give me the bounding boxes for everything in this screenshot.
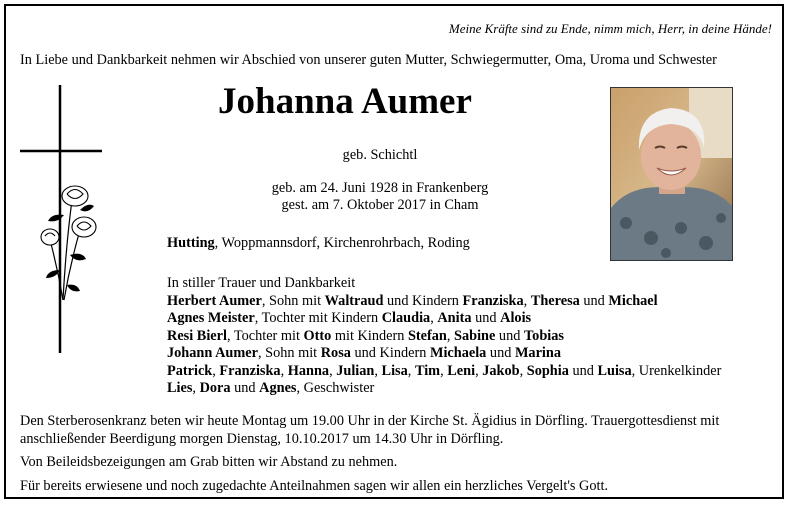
mourner-name: Franziska [462,292,524,309]
portrait-photo [610,87,733,261]
mourners-block [167,275,721,398]
mourner-name: Tim [414,362,441,379]
mourner-name: Anita [437,310,472,326]
mourner-text: und [471,310,501,326]
cross-with-roses-icon [20,85,130,360]
mourner-name: Lisa [381,362,408,379]
mourner-text: und Kindern [350,345,430,361]
mourner-text: , [329,362,337,379]
mourner-name: Luisa [597,362,632,379]
mourner-name: Waltraud [324,292,384,309]
mourner-text: und [495,327,524,344]
mourner-text: , [440,362,448,379]
birth-name: geb. Schichtl [342,147,418,163]
mourner-line [167,363,721,381]
mourner-name: Sophia [526,362,569,379]
mourner-text: , Tochter mit Kindern [254,310,382,326]
mourner-name: Tobias [523,327,564,344]
mourner-name: Julian [336,362,375,379]
mourner-name: Agnes Meister [167,310,255,326]
mourner-text: , [407,362,415,379]
mourner-name: Marina [514,345,561,361]
mourner-text: , [430,310,438,326]
places-bold: Hutting [167,235,215,251]
mourner-name: Leni [447,362,476,379]
mourning-heading: In stiller Trauer und Dankbarkeit [167,275,356,291]
mourner-text: , [280,362,288,379]
places-line [167,235,470,252]
mourner-name: Sabine [454,327,496,344]
mourner-name: Hanna [287,362,330,379]
thanks-note: Für bereits erwiesene und noch zugedachte Anteilnahmen sagen wir allen ein herzliches Vergelt's Gott. [20,477,609,494]
mourner-name: Resi Bierl [167,327,227,344]
mourner-text: , Geschwister [296,380,375,396]
condolence-note: Von Beileidsbezeigungen am Grab bitten wir Abstand zu nehmen. [20,454,398,470]
mourner-name: Johann Aumer [167,345,258,361]
mourner-text: und [230,380,260,396]
mourner-text: und [579,292,609,309]
mourner-text: mit Kindern [331,327,408,344]
mourner-name: Michaela [429,345,487,361]
mourner-text: , [475,362,483,379]
places-rest: , Woppmannsdorf, Kirchenrohrbach, Roding [214,235,470,251]
mourner-text: , Tochter mit [226,327,304,344]
mourner-line [167,328,721,346]
mourner-lines [167,293,721,398]
mourner-name: Theresa [530,292,580,309]
footer-notes [20,413,770,501]
mourner-name: Lies [167,380,193,396]
mourner-name: Alois [500,310,532,326]
mourner-name: Jakob [482,362,520,379]
deceased-name: Johanna Aumer [218,81,472,122]
service-info: Den Sterberosenkranz beten wir heute Montag um 19.00 Uhr in der Kirche St. Ägidius in Dörfling. Trauergottesdienst mit anschließender Beerdigung morgen Dienstag, 10.10.2017 um 14.30 Uhr in Dörfling. [20,413,720,447]
mourner-name: Rosa [320,345,351,361]
mourner-name: Patrick [167,362,213,379]
mourner-text: , Sohn mit [261,292,325,309]
mourner-text: , [523,292,531,309]
death-date-line: gest. am 7. Oktober 2017 in Cham [281,197,479,213]
mourner-text: , Sohn mit [257,345,321,361]
mourner-name: Claudia [381,310,431,326]
mourner-name: Michael [608,292,658,309]
mourner-line [167,380,721,398]
mourner-text: und [486,345,515,361]
mourner-text: , [446,327,455,344]
mourner-line [167,310,721,328]
mourner-name: Otto [303,327,332,344]
motto-verse: Meine Kräfte sind zu Ende, nimm mich, Herr, in deine Hände! [448,21,772,36]
mourner-name: Stefan [407,327,447,344]
mourner-text: , [519,362,527,379]
mourner-line [167,293,721,311]
mourner-text: und Kindern [383,292,463,309]
mourner-text: , [374,362,382,379]
mourner-text: , Urenkelkinder [631,362,722,379]
mourner-text: und [568,362,598,379]
mourner-text: , [192,380,200,396]
mourner-name: Franziska [219,362,281,379]
mourner-line [167,345,721,363]
intro-line: In Liebe und Dankbarkeit nehmen wir Abschied von unserer guten Mutter, Schwiegermutter, Oma, Uroma und Schwester [20,52,717,68]
mourner-text: , [212,362,220,379]
mourner-name: Herbert Aumer [167,292,262,309]
mourner-name: Agnes [259,380,297,396]
mourner-name: Dora [199,380,231,396]
birth-date-line: geb. am 24. Juni 1928 in Frankenberg [271,180,489,196]
